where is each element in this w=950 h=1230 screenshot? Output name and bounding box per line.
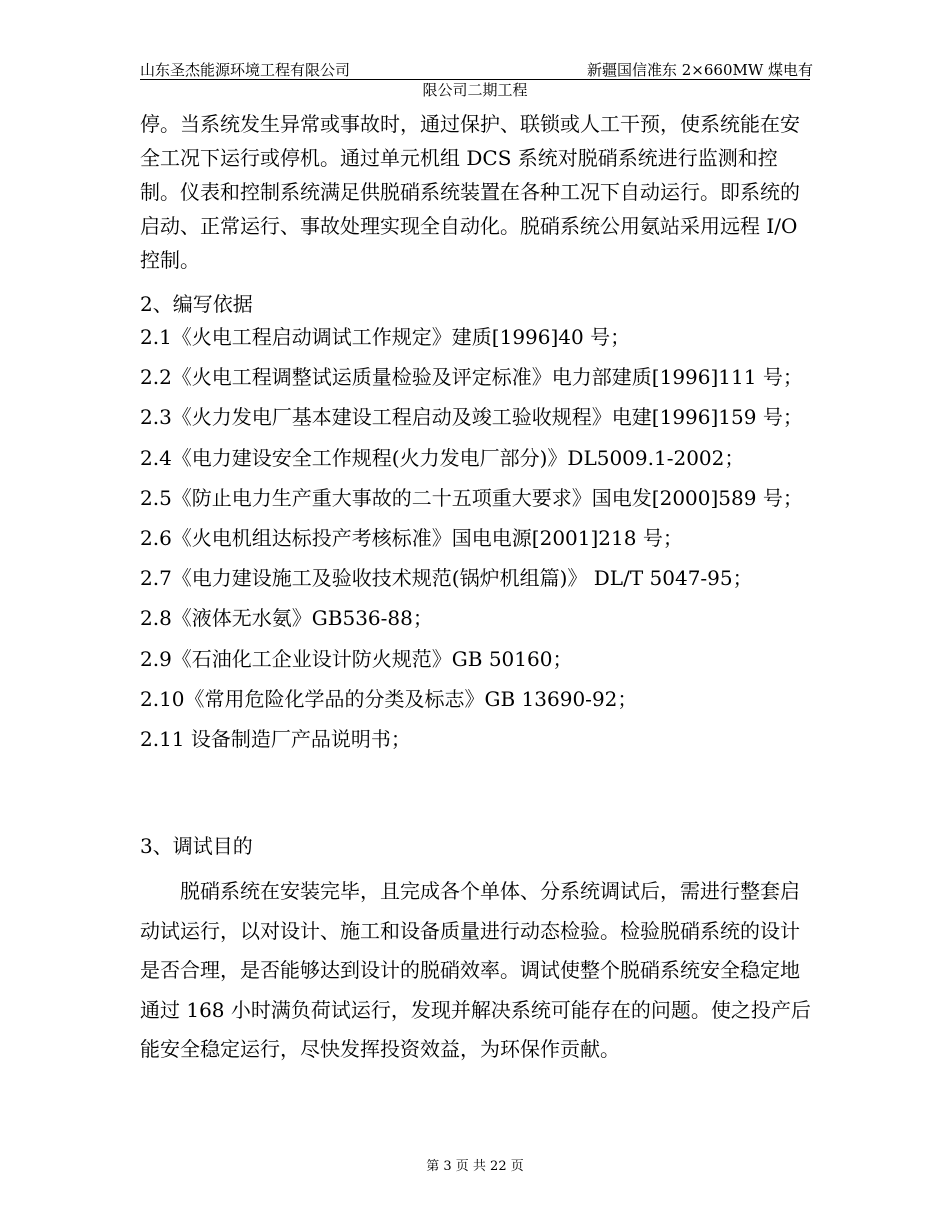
section-heading-basis: 2、编写依据 bbox=[140, 292, 253, 316]
intro-paragraph: 停。当系统发生异常或事故时，通过保护、联锁或人工干预，使系统能在安全工况下运行或停机。通过单元机组 DCS 系统对脱硝系统进行监测和控制。仪表和控制系统满足供脱硝系统装置在各种工况下自动运行。即系统的启动、正常运行、事故处理实现全自动化。脱硝系统公用氨站采用远程 I/O 控制。 bbox=[140, 112, 800, 272]
section-heading-purpose: 3、调试目的 bbox=[140, 834, 253, 858]
header-project-continued: 限公司二期工程 bbox=[422, 81, 528, 99]
header-company: 山东圣杰能源环境工程有限公司 bbox=[140, 61, 351, 79]
intro-block bbox=[140, 107, 815, 277]
reference-item: 2.2《火电工程调整试运质量检验及评定标准》电力部建质[1996]111 号； bbox=[140, 365, 803, 390]
reference-item: 2.1《火电工程启动调试工作规定》建质[1996]40 号； bbox=[140, 325, 631, 349]
reference-item: 2.8《液体无水氨》GB536-88； bbox=[140, 606, 433, 631]
reference-item: 2.5《防止电力生产重大事故的二十五项重大要求》国电发[2000]589 号； bbox=[140, 485, 803, 510]
reference-item: 2.10《常用危险化学品的分类及标志》GB 13690-92； bbox=[140, 686, 638, 711]
reference-item: 2.3《火力发电厂基本建设工程启动及竣工验收规程》电建[1996]159 号； bbox=[140, 405, 803, 430]
purpose-paragraph: 脱硝系统在安装完毕，且完成各个单体、分系统调试后，需进行整套启动试运行，以对设计、施工和设备质量进行动态检验。检验脱硝系统的设计是否合理，是否能够达到设计的脱硝效率。调试使整个脱硝系统安全稳定地通过 168 小时满负荷试运行，发现并解决系统可能存在的问题。使之投产后能安全稳定运行，尽快发挥投资效益，为环保作贡献。 bbox=[140, 879, 811, 1062]
reference-item: 2.6《火电机组达标投产考核标准》国电电源[2001]218 号； bbox=[140, 525, 683, 550]
reference-item: 2.4《电力建设安全工作规程(火力发电厂部分)》DL5009.1-2002； bbox=[140, 445, 745, 470]
reference-item: 2.7《电力建设施工及验收技术规范(锅炉机组篇)》 DL/T 5047-95； bbox=[140, 566, 753, 591]
header-project: 新疆国信准东 2×660MW 煤电有 bbox=[587, 61, 814, 79]
reference-item: 2.11 设备制造厂产品说明书； bbox=[140, 726, 411, 751]
reference-item: 2.9《石油化工企业设计防火规范》GB 50160； bbox=[140, 646, 573, 671]
page-number: 第 3 页 共 22 页 bbox=[426, 1159, 524, 1174]
purpose-block bbox=[140, 872, 815, 1070]
reference-list bbox=[140, 323, 820, 765]
